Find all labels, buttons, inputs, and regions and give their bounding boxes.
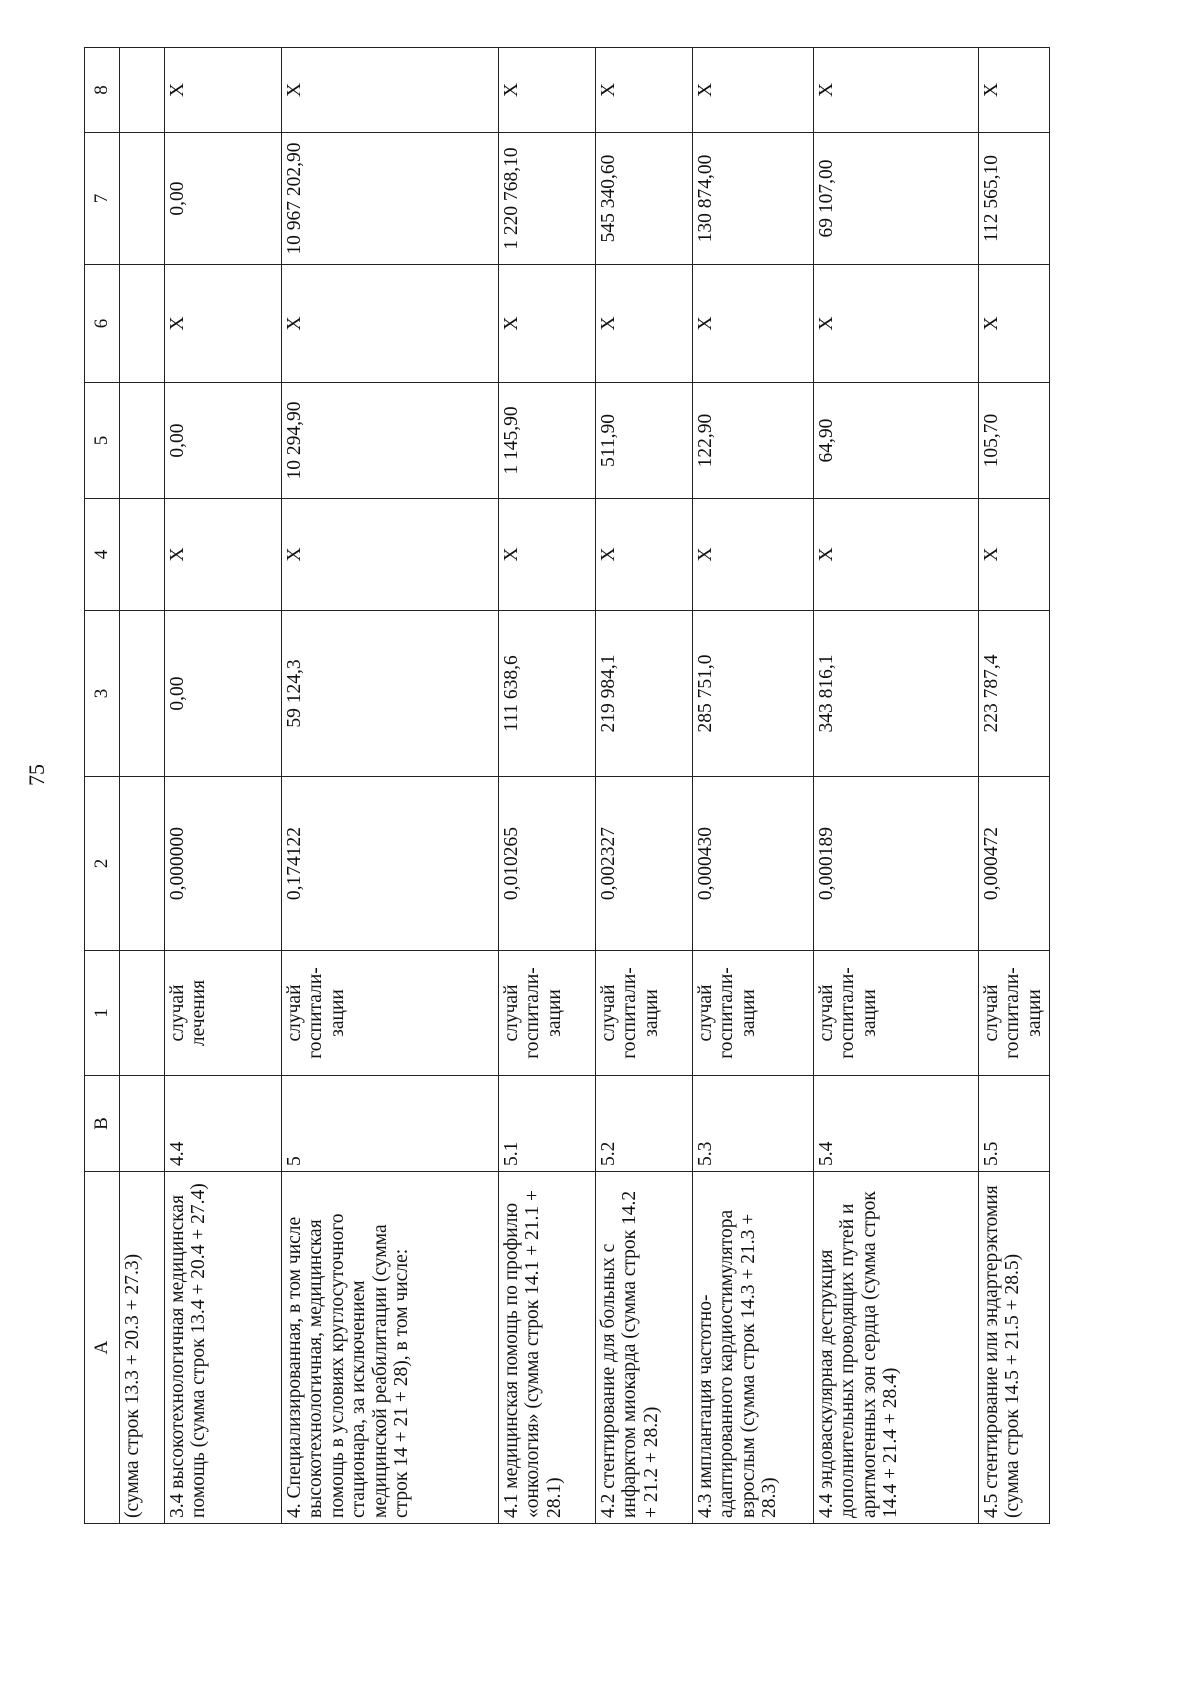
- cell-6: X: [596, 265, 693, 383]
- col-header-8: 8: [85, 48, 120, 133]
- cell-8: X: [282, 48, 499, 133]
- cell-b: [120, 1076, 165, 1172]
- table-row: [165, 48, 282, 1524]
- cell-4: X: [165, 499, 282, 611]
- cell-7: 69 107,00: [814, 133, 979, 265]
- cell-3: 0,00: [165, 611, 282, 777]
- cell-b: 5.4: [814, 1076, 979, 1172]
- cell-8: X: [693, 48, 814, 133]
- cell-a: 3.4 высокотехнологичная медицинская помощь (сумма строк 13.4 + 20.4 + 27.4): [165, 1172, 282, 1524]
- cell-1: случай лечения: [165, 951, 282, 1076]
- cell-6: X: [693, 265, 814, 383]
- cell-4: X: [979, 499, 1050, 611]
- cell-6: X: [282, 265, 499, 383]
- cell-7: 130 874,00: [693, 133, 814, 265]
- cell-2: 0,000430: [693, 777, 814, 951]
- cell-a: 4.3 имплантация частотно-адаптированного кардиостимулятора взрослым (сумма строк 14.3 + 21.3 + 28.3): [693, 1172, 814, 1524]
- cell-3: 111 638,6: [499, 611, 596, 777]
- cell-8: [120, 48, 165, 133]
- cell-7: 112 565,10: [979, 133, 1050, 265]
- col-header-5: 5: [85, 383, 120, 499]
- header-row: [85, 48, 120, 1524]
- cell-3: 219 984,1: [596, 611, 693, 777]
- cell-4: X: [693, 499, 814, 611]
- page-number: 75: [24, 764, 49, 786]
- col-header-6: 6: [85, 265, 120, 383]
- table-row: [596, 48, 693, 1524]
- cell-b: 5.1: [499, 1076, 596, 1172]
- cell-1: случай госпитали-зации: [979, 951, 1050, 1076]
- cell-5: 105,70: [979, 383, 1050, 499]
- cell-a: 4.5 стентирование или эндартерэктомия (сумма строк 14.5 + 21.5 + 28.5): [979, 1172, 1050, 1524]
- col-header-7: 7: [85, 133, 120, 265]
- cell-b: 5.2: [596, 1076, 693, 1172]
- cell-8: X: [499, 48, 596, 133]
- cell-a: 4.2 стентирование для больных с инфарктом миокарда (сумма строк 14.2 + 21.2 + 28.2): [596, 1172, 693, 1524]
- cell-1: случай госпитали-зации: [596, 951, 693, 1076]
- cell-2: 0,174122: [282, 777, 499, 951]
- col-header-1: 1: [85, 951, 120, 1076]
- cell-4: X: [596, 499, 693, 611]
- cell-6: [120, 265, 165, 383]
- cell-8: X: [165, 48, 282, 133]
- cell-8: X: [979, 48, 1050, 133]
- cell-6: X: [165, 265, 282, 383]
- cell-2: [120, 777, 165, 951]
- cell-5: 0,00: [165, 383, 282, 499]
- cell-3: 223 787,4: [979, 611, 1050, 777]
- cell-6: X: [979, 265, 1050, 383]
- cell-a: (сумма строк 13.3 + 20.3 + 27.3): [120, 1172, 165, 1524]
- cell-2: 0,002327: [596, 777, 693, 951]
- cell-4: X: [282, 499, 499, 611]
- cell-1: случай госпитали-зации: [693, 951, 814, 1076]
- cell-a: 4.1 медицинская помощь по профилю «онкология» (сумма строк 14.1 + 21.1 + 28.1): [499, 1172, 596, 1524]
- cell-a: 4.4 эндоваскулярная деструкция дополнительных проводящих путей и аритмогенных зон сердца (сумма строк 14.4 + 21.4 + 28.4): [814, 1172, 979, 1524]
- cell-2: 0,000189: [814, 777, 979, 951]
- cell-3: [120, 611, 165, 777]
- cell-8: X: [596, 48, 693, 133]
- col-header-b: B: [85, 1076, 120, 1172]
- cell-a: 4. Специализированная, в том числе высокотехнологичная, медицинская помощь в условиях круглосуточного стационара, за исключением медицинской реабилитации (сумма строк 14 + 21 + 28), в том числе:: [282, 1172, 499, 1524]
- cell-5: [120, 383, 165, 499]
- data-table: [84, 47, 1050, 1524]
- cell-7: 545 340,60: [596, 133, 693, 265]
- cell-2: 0,010265: [499, 777, 596, 951]
- cell-5: 1 145,90: [499, 383, 596, 499]
- cell-5: 10 294,90: [282, 383, 499, 499]
- cell-7: 1 220 768,10: [499, 133, 596, 265]
- rotated-table-container: [84, 48, 1046, 1524]
- cell-8: X: [814, 48, 979, 133]
- cell-1: случай госпитали-зации: [814, 951, 979, 1076]
- table-row: [814, 48, 979, 1524]
- cell-6: X: [499, 265, 596, 383]
- cell-7: 0,00: [165, 133, 282, 265]
- cell-4: X: [499, 499, 596, 611]
- cell-b: 5.3: [693, 1076, 814, 1172]
- cell-3: 285 751,0: [693, 611, 814, 777]
- cell-7: 10 967 202,90: [282, 133, 499, 265]
- cell-5: 511,90: [596, 383, 693, 499]
- col-header-4: 4: [85, 499, 120, 611]
- cell-7: [120, 133, 165, 265]
- cell-b: 5.5: [979, 1076, 1050, 1172]
- cell-5: 122,90: [693, 383, 814, 499]
- table-row: [282, 48, 499, 1524]
- cell-1: [120, 951, 165, 1076]
- cell-2: 0,000000: [165, 777, 282, 951]
- cell-3: 59 124,3: [282, 611, 499, 777]
- cell-6: X: [814, 265, 979, 383]
- table-row: [499, 48, 596, 1524]
- cell-5: 64,90: [814, 383, 979, 499]
- cell-4: X: [814, 499, 979, 611]
- cell-b: 4.4: [165, 1076, 282, 1172]
- col-header-3: 3: [85, 611, 120, 777]
- col-header-2: 2: [85, 777, 120, 951]
- cell-1: случай госпитали-зации: [499, 951, 596, 1076]
- cell-2: 0,000472: [979, 777, 1050, 951]
- table-row: [979, 48, 1050, 1524]
- table-row: [693, 48, 814, 1524]
- table-row: [120, 48, 165, 1524]
- cell-b: 5: [282, 1076, 499, 1172]
- col-header-a: A: [85, 1172, 120, 1524]
- cell-3: 343 816,1: [814, 611, 979, 777]
- cell-4: [120, 499, 165, 611]
- cell-1: случай госпитали-зации: [282, 951, 499, 1076]
